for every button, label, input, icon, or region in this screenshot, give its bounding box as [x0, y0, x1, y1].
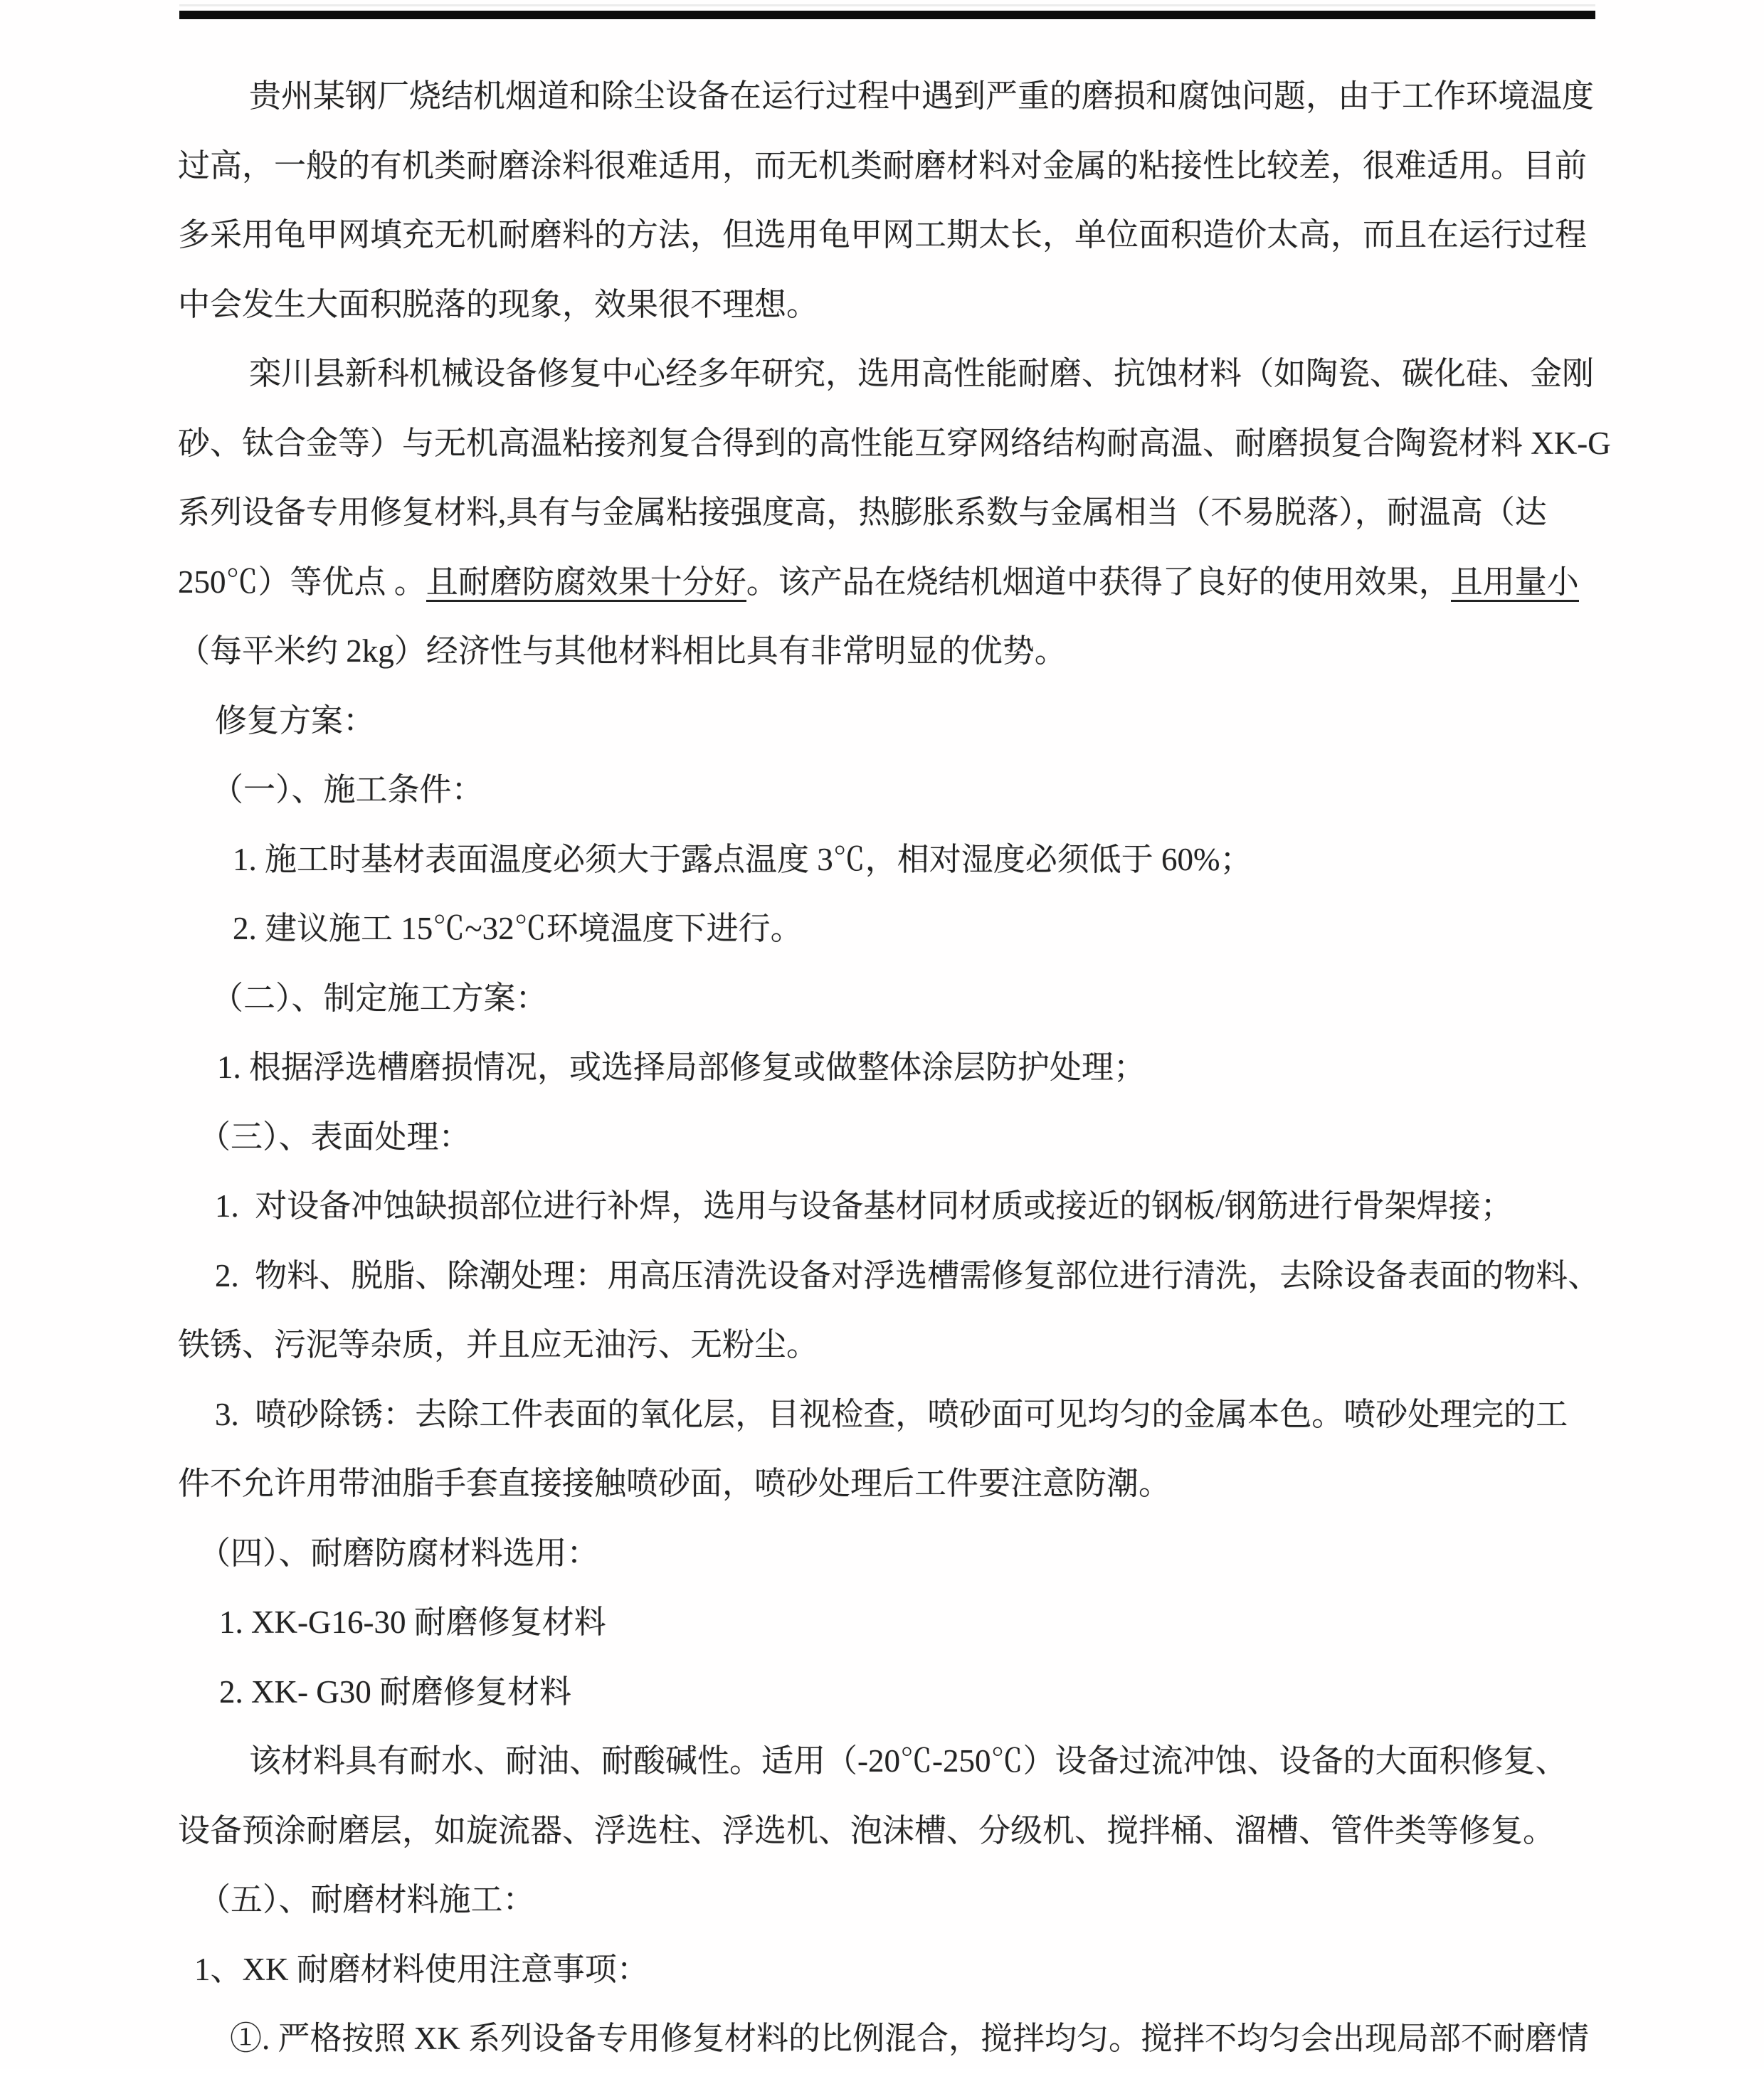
text-run: 栾川县新科机械设备修复中心经多年研究，选用高性能耐磨、抗蚀材料（如陶瓷、碳化硅、金刚 — [249, 356, 1595, 391]
header-rule — [179, 11, 1595, 19]
paragraph-line — [178, 62, 1597, 132]
heading-line — [178, 1866, 1597, 1935]
heading-line — [178, 1103, 1597, 1173]
text-run: （三）、表面处理： — [199, 1118, 471, 1155]
text-run: 该材料具有耐水、耐油、耐酸碱性。适用（-20℃-250℃）设备过流冲蚀、设备的大面积修复、 — [249, 1743, 1568, 1779]
text-run: 1. XK-G16-30 耐磨修复材料 — [219, 1604, 606, 1640]
text-run: 多采用龟甲网填充无机耐磨料的方法，但选用龟甲网工期太长，单位面积造价太高，而且在运行过程 — [178, 217, 1588, 253]
paragraph-line — [178, 1797, 1597, 1866]
list-item-line — [178, 2004, 1597, 2074]
text-run: （每平米约 2kg）经济性与其他材料相比具有非常明显的优势。 — [178, 633, 1067, 669]
paragraph-line — [178, 201, 1597, 270]
text-run: 250℃）等优点 。 — [178, 564, 426, 600]
list-item-line — [178, 1172, 1597, 1242]
heading-line — [178, 964, 1597, 1034]
list-item-line — [178, 825, 1597, 895]
text-run: 修复方案： — [215, 702, 376, 739]
list-item-line — [178, 1242, 1600, 1311]
heading-line — [178, 1519, 1597, 1589]
header-rule-shadow — [179, 4, 1595, 6]
text-run: 件不允许用带油脂手套直接接触喷砂面，喷砂处理后工件要注意防潮。 — [178, 1466, 1171, 1501]
paragraph-line — [178, 478, 1597, 548]
heading-line — [178, 756, 1597, 825]
text-run: 中会发生大面积脱落的现象，效果很不理想。 — [178, 286, 819, 322]
document-body — [178, 62, 1611, 2074]
heading-line — [178, 687, 1597, 756]
text-run: 过高，一般的有机类耐磨涂料很难适用，而无机类耐磨材料对金属的粘接性比较差，很难适用。目前 — [178, 147, 1588, 184]
paragraph-line — [178, 270, 1597, 340]
text-run: 。该产品在烧结机烟道中获得了良好的使用效果， — [746, 564, 1451, 600]
list-item-line — [178, 1935, 1597, 2005]
paragraph-line — [178, 409, 1611, 479]
list-item-line — [178, 1588, 1597, 1658]
underlined-text: 且耐磨防腐效果十分好 — [426, 564, 746, 602]
text-run: （四）、耐磨防腐材料选用： — [199, 1535, 599, 1571]
text-run: 砂、钛合金等）与无机高温粘接剂复合得到的高性能互穿网络结构耐高温、耐磨损复合陶瓷材料 XK-G — [178, 425, 1611, 461]
paragraph-line — [178, 548, 1597, 618]
text-run: 1. 施工时基材表面温度必须大于露点温度 3℃，相对湿度必须低于 60%； — [233, 841, 1252, 877]
list-item-line — [178, 1380, 1597, 1450]
text-run: 1、XK 耐磨材料使用注意事项： — [194, 1951, 649, 1987]
list-item-line — [178, 894, 1597, 964]
underlined-text: 且用量小 — [1451, 564, 1579, 602]
list-item-line — [178, 1033, 1597, 1103]
paragraph-line — [178, 617, 1597, 687]
list-item-line — [178, 1658, 1597, 1728]
text-run: 2. XK- G30 耐磨修复材料 — [219, 1673, 571, 1710]
text-run: 设备预涂耐磨层，如旋流器、浮选柱、浮选机、泡沫槽、分级机、搅拌桶、溜槽、管件类等修复。 — [178, 1812, 1556, 1848]
text-run: （二）、制定施工方案： — [211, 980, 548, 1016]
text-run: 铁锈、污泥等杂质，并且应无油污、无粉尘。 — [178, 1327, 819, 1363]
text-run: 2. 物料、脱脂、除潮处理：用高压清洗设备对浮选槽需修复部位进行清洗，去除设备表面的物料、 — [215, 1257, 1600, 1293]
paragraph-line — [178, 132, 1597, 201]
paragraph-line — [178, 339, 1597, 409]
paragraph-line — [178, 1311, 1597, 1380]
text-run: 贵州某钢厂烧结机烟道和除尘设备在运行过程中遇到严重的磨损和腐蚀问题，由于工作环境温度 — [249, 78, 1595, 114]
text-run: （五）、耐磨材料施工： — [199, 1882, 535, 1917]
text-run: （一）、施工条件： — [211, 772, 484, 808]
text-run: 系列设备专用修复材料,具有与金属粘接强度高，热膨胀系数与金属相当（不易脱落），耐温高（达 — [178, 494, 1547, 530]
text-run: 1. 根据浮选槽磨损情况，或选择局部修复或做整体涂层防护处理； — [217, 1049, 1146, 1085]
paragraph-line — [178, 1727, 1597, 1797]
paragraph-line — [178, 1449, 1597, 1519]
text-run: 2. 建议施工 15℃~32℃环境温度下进行。 — [233, 911, 803, 946]
text-run: 3. 喷砂除锈：去除工件表面的氧化层，目视检查，喷砂面可见均匀的金属本色。喷砂处理完的工 — [215, 1396, 1568, 1432]
text-run: 1. 对设备冲蚀缺损部位进行补焊，选用与设备基材同材质或接近的钢板/钢筋进行骨架焊接； — [215, 1188, 1513, 1224]
text-run: ①. 严格按照 XK 系列设备专用修复材料的比例混合，搅拌均匀。搅拌不均匀会出现局部不耐磨情 — [230, 2021, 1589, 2056]
